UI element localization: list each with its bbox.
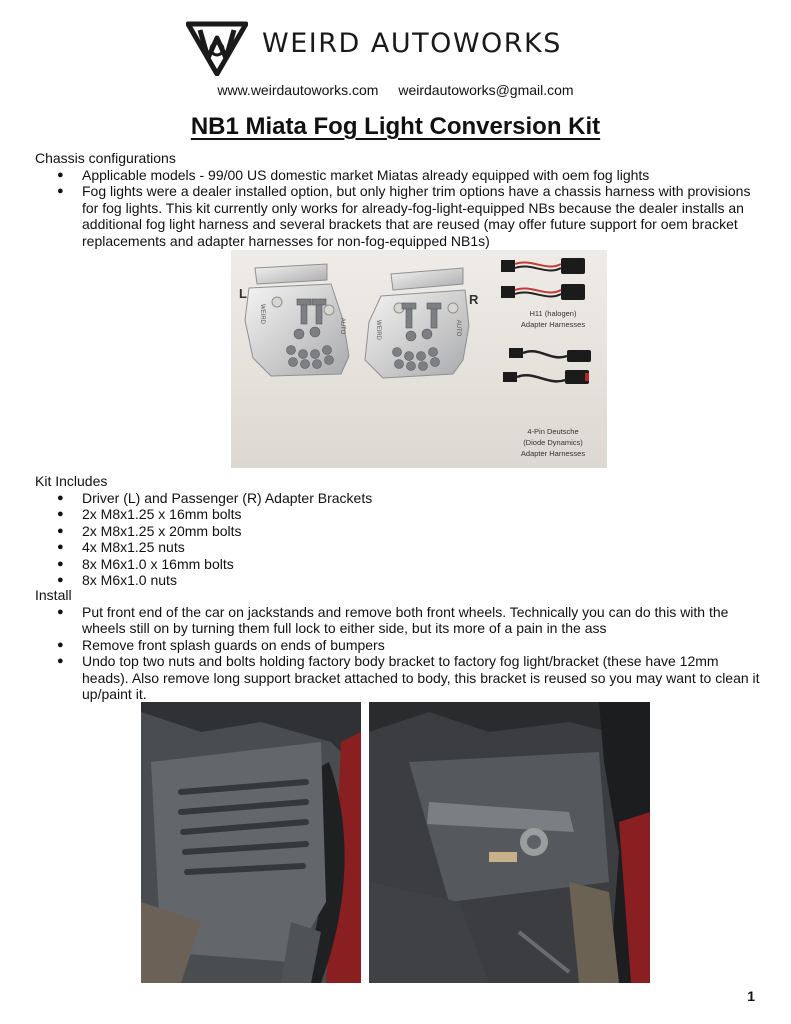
- list-item: ● Driver (L) and Passenger (R) Adapter Brackets: [35, 490, 765, 507]
- list-item: ● Remove front splash guards on ends of bumpers: [35, 637, 765, 654]
- list-item: ● 4x M8x1.25 nuts: [35, 539, 765, 556]
- stamp-auto-left: AUTO: [339, 317, 345, 335]
- kit-heading: Kit Includes: [35, 473, 108, 489]
- list-item: ● 8x M6x1.0 x 16mm bolts: [35, 556, 765, 573]
- install-heading: Install: [35, 587, 72, 603]
- label-right: R: [469, 292, 479, 307]
- list-item: ● 2x M8x1.25 x 16mm bolts: [35, 506, 765, 523]
- caption-h11-line2: Adapter Harnesses: [520, 320, 586, 329]
- kit-photo-illustration: [231, 250, 607, 468]
- page-header: [0, 14, 791, 76]
- list-item: ● Put front end of the car on jackstands and remove both front wheels. Technically you can do this with the wheels still on by turning them full lock to either side, but its more of a pain in the ass: [35, 604, 765, 637]
- page-number: 1: [747, 988, 755, 1004]
- email-link[interactable]: weirdautoworks@gmail.com: [398, 82, 574, 98]
- install-section: [35, 587, 765, 703]
- label-left: L: [239, 286, 247, 301]
- kit-photo: [231, 250, 607, 468]
- list-item: ● Fog lights were a dealer installed option, but only higher trim options have a chassis harness with provisions for fog lights. This kit currently only works for already-fog-light-equipped NBs because the dealer installs an additional fog light harness and several brackets that are reused (may offer future support for oem bracket replacements and adapter harnesses for non-fog-equipped NB1s): [35, 183, 765, 249]
- list-item: ● 8x M6x1.0 nuts: [35, 572, 765, 589]
- caption-h11-line1: H11 (halogen): [529, 309, 577, 318]
- stamp-weird-right: WEIRD: [375, 320, 381, 340]
- contact-line: [0, 82, 791, 98]
- brand-name: WEIRD AUTOWORKS: [262, 28, 562, 59]
- install-list: [35, 604, 765, 703]
- splash-guard-photo: [141, 702, 361, 983]
- stamp-weird-left: WEIRD: [259, 304, 265, 324]
- chassis-heading: Chassis configurations: [35, 150, 176, 166]
- caption-deutsche-line1: 4-Pin Deutsche: [527, 427, 579, 436]
- kit-list: [35, 490, 765, 589]
- stamp-auto-right: AUTO: [455, 319, 461, 337]
- kit-section: [35, 473, 765, 589]
- fog-bracket-illustration: [369, 702, 650, 983]
- caption-deutsche-line3: Adapter Harnesses: [520, 449, 586, 458]
- weird-autoworks-logo: [186, 18, 248, 76]
- chassis-section: [35, 150, 765, 249]
- page-title: NB1 Miata Fog Light Conversion Kit: [190, 113, 601, 140]
- caption-deutsche-line2: (Diode Dynamics): [523, 438, 583, 447]
- splash-guard-illustration: [141, 702, 361, 983]
- list-item: ● 2x M8x1.25 x 20mm bolts: [35, 523, 765, 540]
- website-link[interactable]: www.weirdautoworks.com: [217, 82, 379, 98]
- chassis-list: [35, 167, 765, 250]
- fog-bracket-photo: [369, 702, 650, 983]
- list-item: ● Applicable models - 99/00 US domestic market Miatas already equipped with oem fog lights: [35, 167, 765, 184]
- list-item: ● Undo top two nuts and bolts holding factory body bracket to factory fog light/bracket (these have 12mm heads). Also remove long support bracket attached to body, this bracket is reused so you may want to clean it up/paint it.: [35, 653, 765, 703]
